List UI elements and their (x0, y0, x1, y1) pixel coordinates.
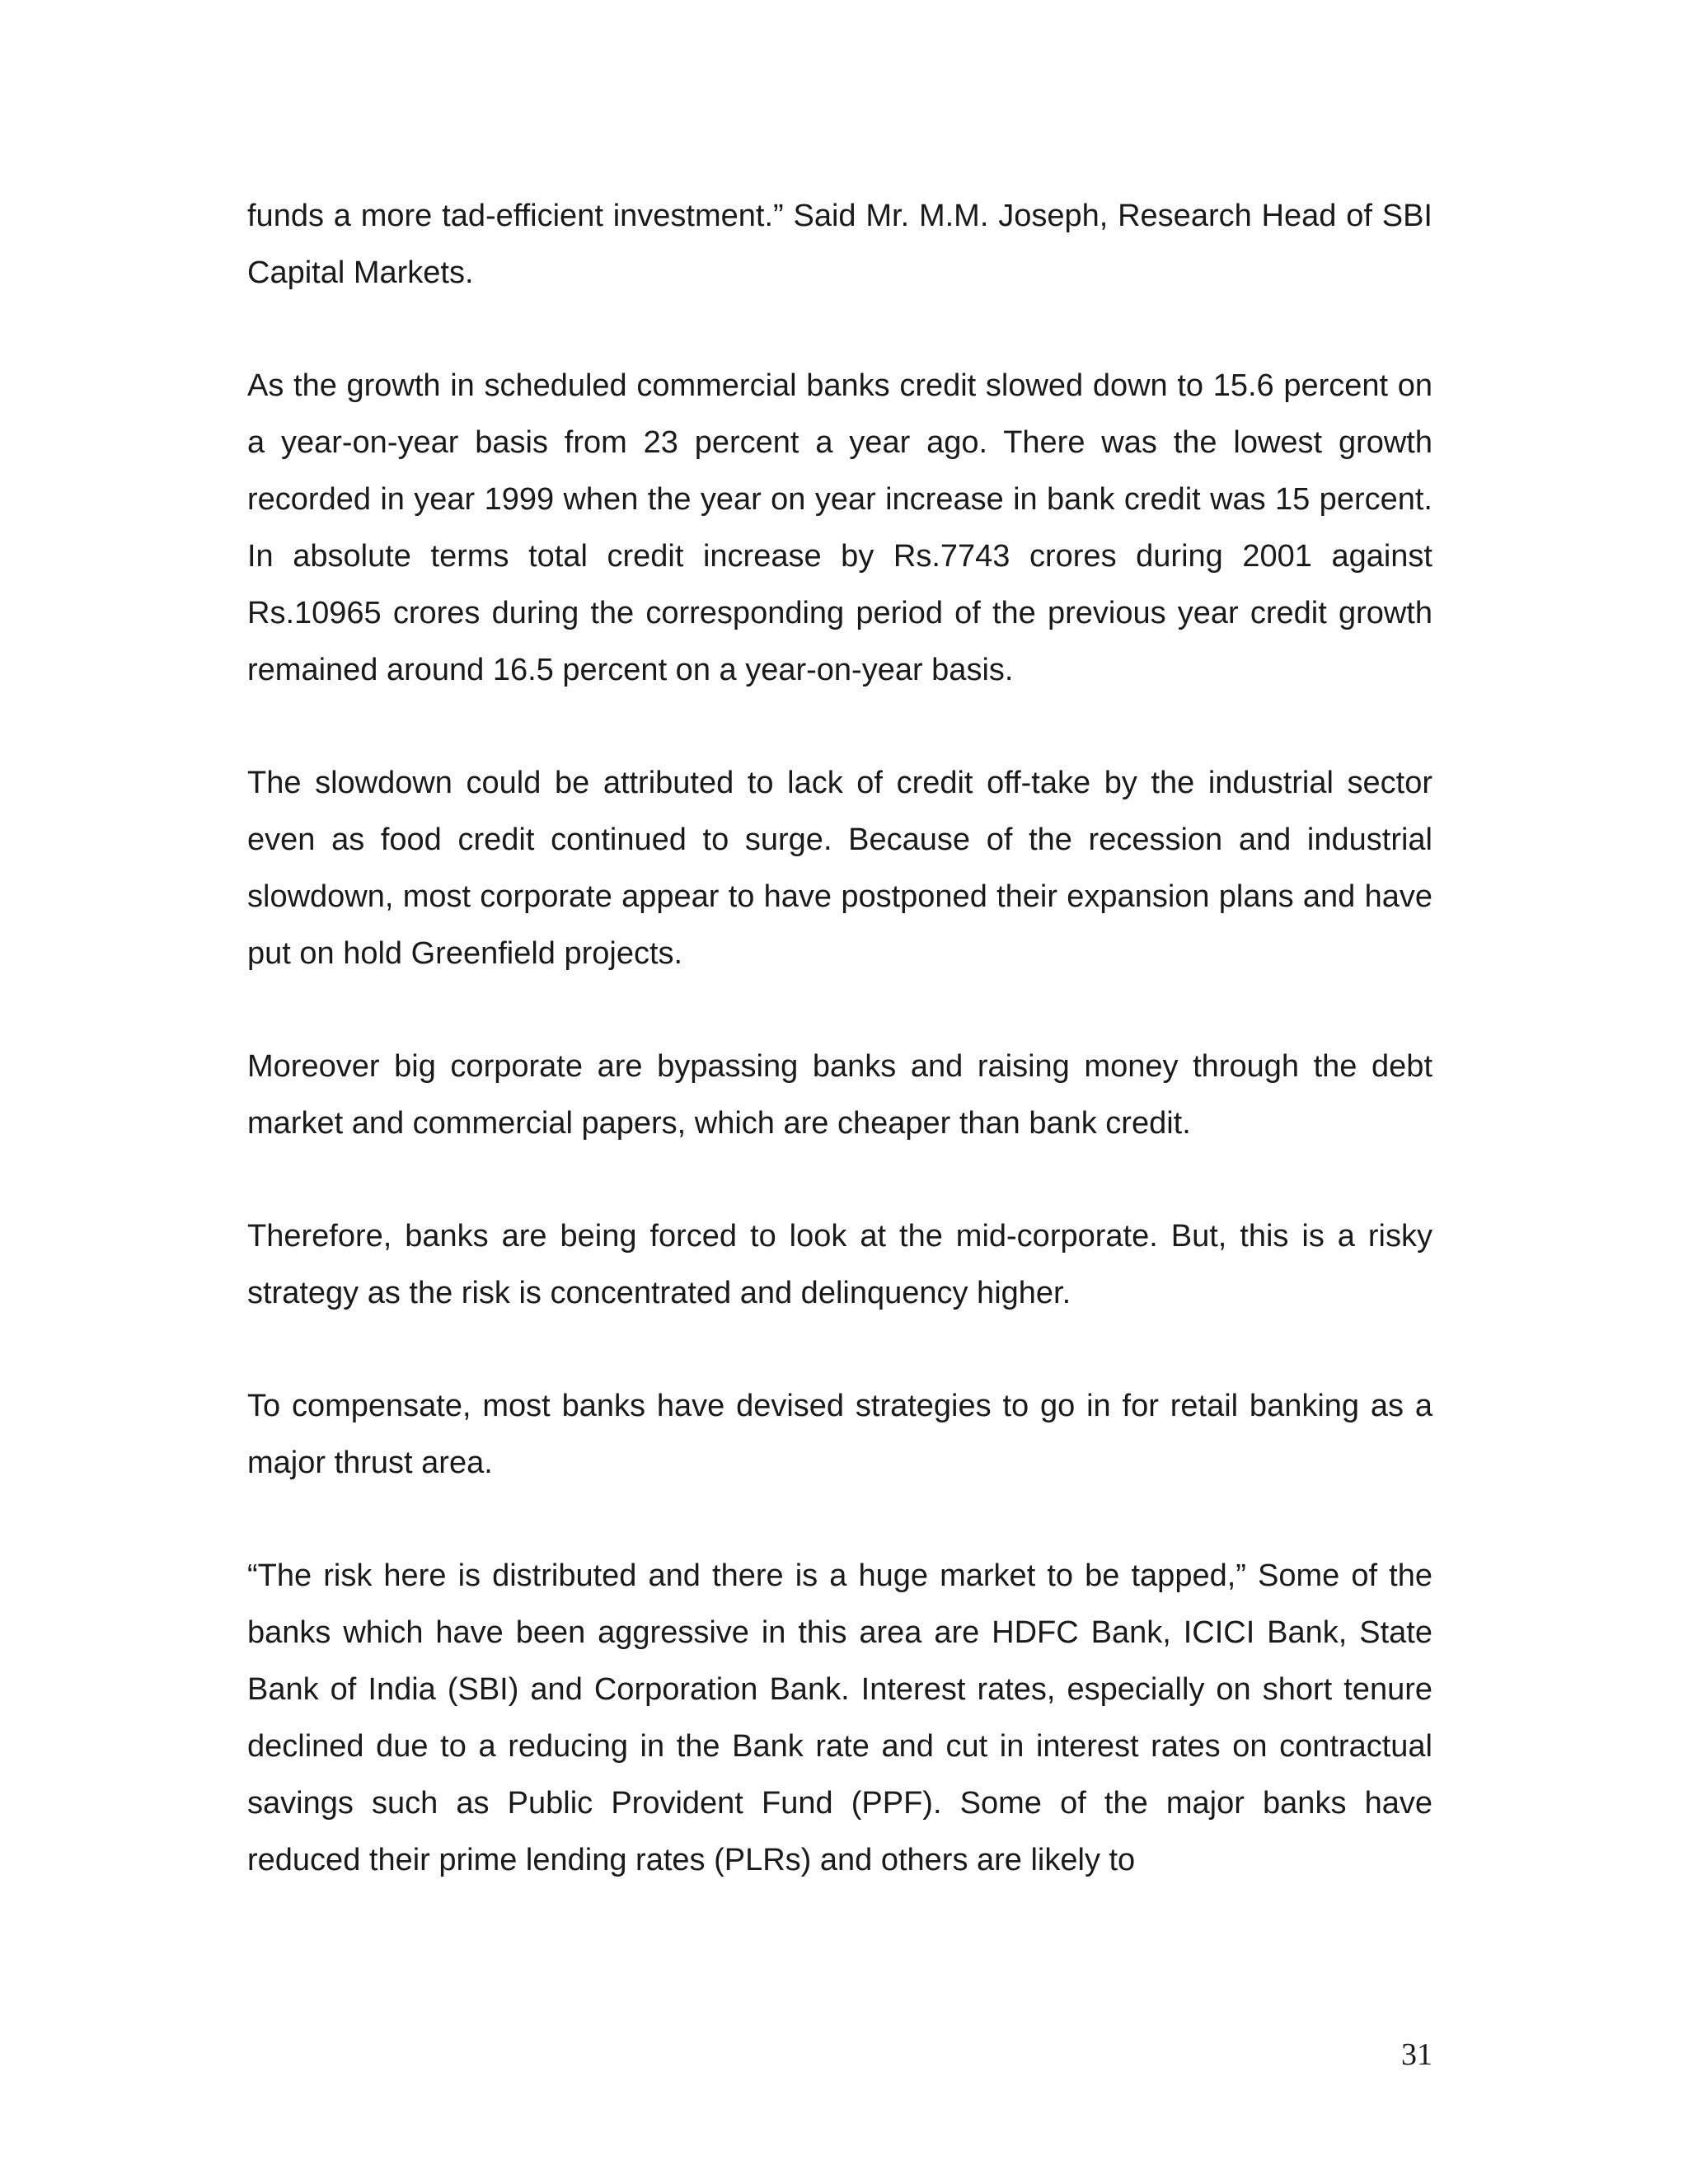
paragraph-1: funds a more tad-efficient investment.” Said Mr. M.M. Joseph, Research Head of SBI Capital Markets. (247, 199, 1432, 290)
page-number: 31 (1401, 2037, 1432, 2072)
paragraph-5: Therefore, banks are being forced to look at the mid-corporate. But, this is a risky strategy as the risk is concentrated and delinquency higher. (247, 1219, 1432, 1310)
paragraph-2: As the growth in scheduled commercial banks credit slowed down to 15.6 percent on a year-on-year basis from 23 percent a year ago. There was the lowest growth recorded in year 1999 when the year on year increase in bank credit was 15 percent. In absolute terms total credit increase by Rs.7743 crores during 2001 against Rs.10965 crores during the corresponding period of the previous year credit growth remained around 16.5 percent on a year-on-year basis. (247, 368, 1432, 687)
paragraph-4: Moreover big corporate are bypassing banks and raising money through the debt market and commercial papers, which are cheaper than bank credit. (247, 1049, 1432, 1141)
paragraph-6: To compensate, most banks have devised strategies to go in for retail banking as a major thrust area. (247, 1389, 1432, 1480)
paragraph-7: “The risk here is distributed and there is a huge market to be tapped,” Some of the banks which have been aggressive in this area are HDFC Bank, ICICI Bank, State Bank of India (SBI) and Corporation Bank. Interest rates, especially on short tenure declined due to a reducing in the Bank rate and cut in interest rates on contractual savings such as Public Provident Fund (PPF). Some of the major banks have reduced their prime lending rates (PLRs) and others are likely to (247, 1558, 1432, 1877)
body-text (247, 188, 1432, 1945)
paragraph-3: The slowdown could be attributed to lack of credit off-take by the industrial sector even as food credit continued to surge. Because of the recession and industrial slowdown, most corporate appear to have postponed their expansion plans and have put on hold Greenfield projects. (247, 766, 1432, 971)
